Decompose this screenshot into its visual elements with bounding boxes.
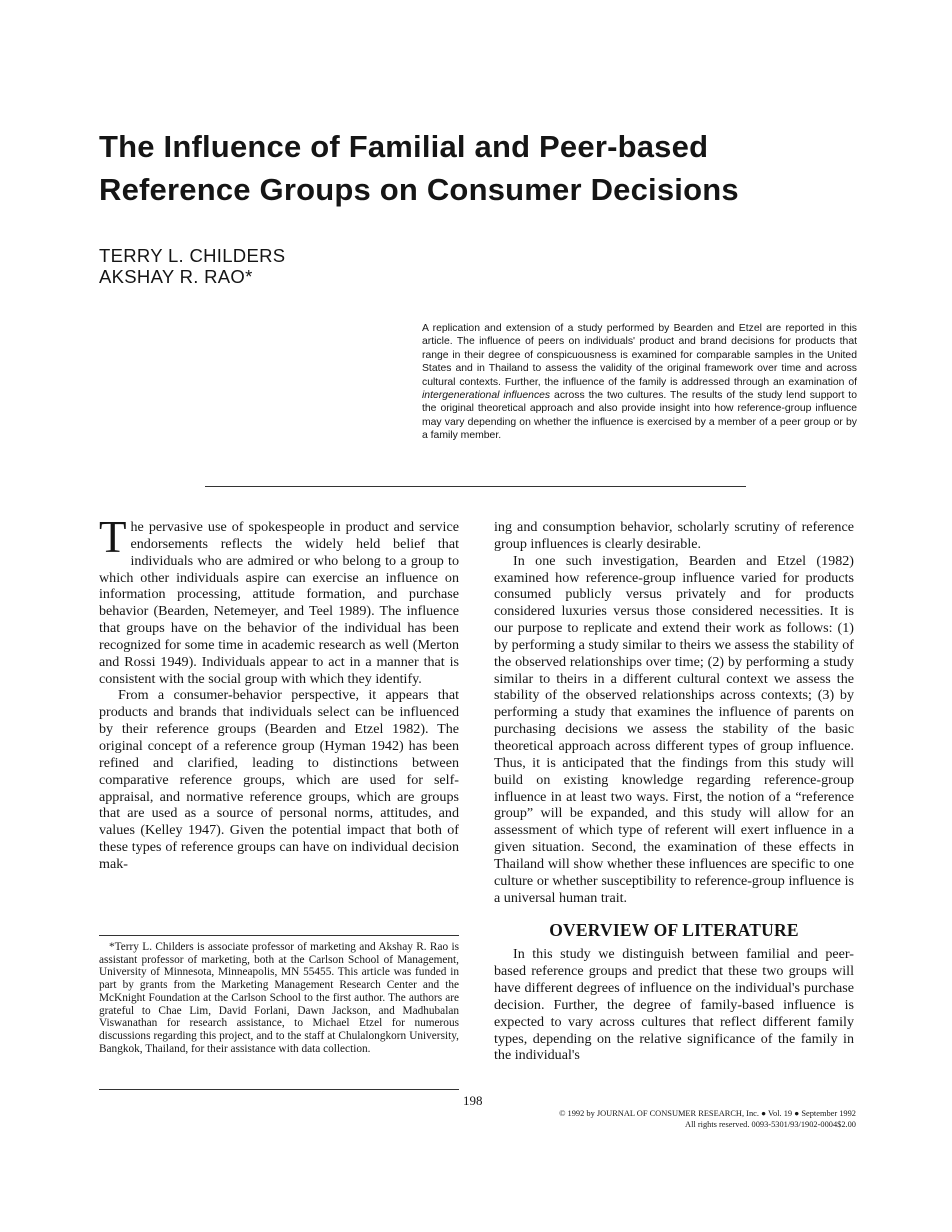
section-heading: OVERVIEW OF LITERATURE [549,920,799,941]
article-title: The Influence of Familial and Peer-based Reference Groups on Consumer Decisions [99,129,739,207]
body-paragraph: In one such investigation, Bearden and Etzel (1982) examined how reference-group influence varied for products consumed publicly versus privately and for products considered luxuries versus those considered necessities. It is our purpose to replicate and extend their work as follows: (1) by performing a study similar to theirs we assess the stability of the observed relationships over time; (2) by performing a study similar to theirs in a different cultural context we assess the stability of the observed relationships across contexts; (3) by performing a study that examines the influence of parents on purchasing decisions we assess the stability of the basic theoretical approach across different types of group influence. Thus, it is anticipated that the findings from this study will build on existing knowledge regarding reference-group influence in at least two ways. First, the notion of a “reference group” will be expanded, and this study will allow for an assessment of which type of referent will exert influence in a given situation. Second, the examination of these effects in Thailand will show whether these influences are specific to one culture or whether susceptibility to reference-group influence is a universal human trait. [494,552,854,906]
body-paragraph-text: he pervasive use of spokespeople in product and service endorsements reflects the widely held belief that individuals who are admired or who belong to a group to which other individuals aspire can exercise an influence on information processing, attitude formation, and purchase behavior (Bearden, Netemeyer, and Teel 1989). The influence that groups have on the behavior of the individual has been recognized for some time in academic research as well (Merton and Rossi 1949). Individuals appear to act in a manner that is consistent with the social group with which they identify. [99,519,459,687]
copyright-line: © 1992 by JOURNAL OF CONSUMER RESEARCH, Inc. ● Vol. 19 ● September 1992 [559,1109,856,1118]
footnote-bottom-rule [99,1089,459,1090]
copyright-line: All rights reserved. 0093-5301/93/1902-0004$2.00 [685,1120,856,1129]
page-number: 198 [463,1093,483,1108]
author-list [99,245,285,287]
copyright-notice [478,1108,856,1130]
drop-cap: T [99,512,127,562]
author-footnote: *Terry L. Childers is associate professor of marketing and Akshay R. Rao is assistant professor of marketing, both at the Carlson School of Management, University of Minnesota, Minneapolis, MN 55455. This article was funded in part by grants from the Marketing Management Research Center and the McKnight Foundation at the Carlson School to the first author. The authors are grateful to Chae Lim, David Forlani, Dawn Jackson, and Madhubalan Viswanathan for research assistance, to Michael Etzel for numerous discussions regarding this project, and to the staff at Chulalongkorn University, Bangkok, Thailand, for their assistance with data collection. [99,941,459,1055]
abstract [422,322,857,443]
abstract-text-end: across the two cultures. The results of the study lend support to the original theoretical approach and also provide insight into how reference-group influence may vary depending on whether the influence is exercised by a member of a peer group or by a family member. [422,390,857,442]
body-paragraph: In this study we distinguish between familial and peer-based reference groups and predict that these two groups will have different degrees of influence on the individual's purchase decision. Further, the degree of family-based influence is expected to vary across cultures that reflect different family types, depending on the relative significance of the family in the individual's [494,946,854,1064]
abstract-italic-term: intergenerational influences [422,390,551,402]
footnote-divider [99,935,459,936]
body-paragraph: ing and consumption behavior, scholarly scrutiny of reference group influences is clearly desirable. [494,519,854,552]
body-paragraph: From a consumer-behavior perspective, it appears that products and brands that individuals select can be influenced by their reference groups (Bearden and Etzel 1982). The original concept of a reference group (Hyman 1942) has been refined and clarified, leading to distinctions between comparative reference groups, which are used for self-appraisal, and normative reference groups, which are groups that are used as a source of personal norms, attitudes, and values (Kelley 1947). Given the potential impact that both of these types of reference groups can have on individual decision mak- [99,687,459,872]
body-column-right [494,519,854,1064]
abstract-text-start: A replication and extension of a study performed by Bearden and Etzel are reported in this article. The influence of peers on individuals' product and brand decisions for products that range in their degree of conspicuousness is examined for comparable samples in the United States and in Thailand to assess the validity of the original framework over time and across cultural contexts. Further, the influence of the family is addressed through an examination of [422,323,857,388]
author-name: TERRY L. CHILDERS [99,245,286,266]
body-paragraph [99,512,459,687]
author-name: AKSHAY R. RAO* [99,266,253,287]
section-divider [205,486,746,487]
body-column-left [99,512,459,873]
abstract-text [422,322,857,443]
